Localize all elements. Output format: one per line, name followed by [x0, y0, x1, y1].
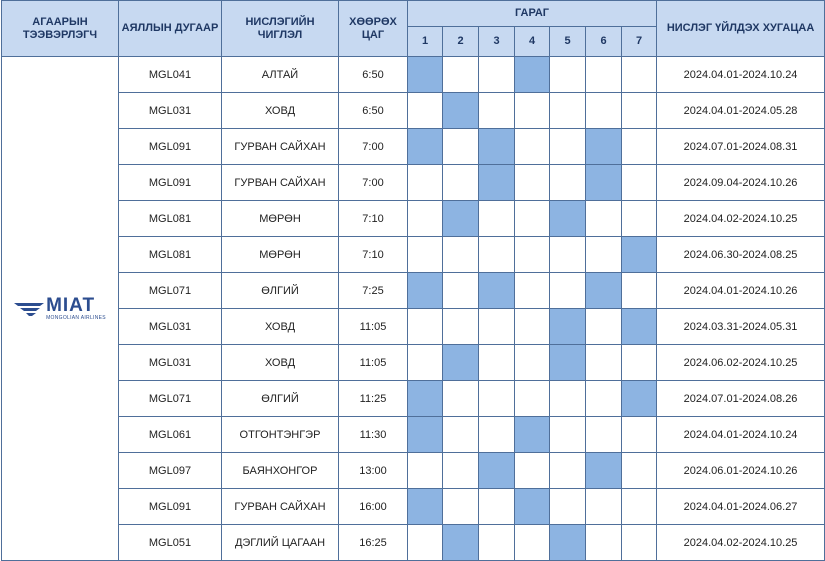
operating-period: 2024.04.01-2024.10.24 [657, 57, 825, 93]
day-marker-empty [586, 417, 622, 453]
departure-time: 16:00 [339, 489, 408, 525]
day-marker-empty [515, 237, 550, 273]
departure-time: 6:50 [339, 57, 408, 93]
flight-number: MGL061 [119, 417, 222, 453]
day-marker-active [479, 273, 515, 309]
day-marker-empty [443, 489, 479, 525]
day-marker-active [408, 381, 443, 417]
logo-wordmark: MIAT [46, 294, 96, 316]
day-marker-empty [550, 129, 586, 165]
day-marker-empty [515, 273, 550, 309]
operating-period: 2024.04.01-2024.05.28 [657, 93, 825, 129]
route: ГУРВАН САЙХАН [222, 165, 339, 201]
day-marker-empty [622, 129, 657, 165]
day-marker-active [479, 453, 515, 489]
day-marker-active [622, 237, 657, 273]
day-marker-active [408, 273, 443, 309]
airline-wing-icon [14, 301, 44, 317]
carrier-cell [2, 57, 119, 561]
day-marker-empty [586, 381, 622, 417]
day-marker-empty [479, 525, 515, 561]
day-marker-active [408, 417, 443, 453]
day-marker-active [586, 453, 622, 489]
day-marker-empty [550, 237, 586, 273]
route: МӨРӨН [222, 201, 339, 237]
table-row [2, 381, 825, 417]
flight-number: MGL091 [119, 129, 222, 165]
logo-subtitle: MONGOLIAN AIRLINES [46, 314, 106, 321]
day-marker-empty [622, 93, 657, 129]
day-marker-empty [622, 525, 657, 561]
day-marker-empty [550, 453, 586, 489]
day-marker-empty [443, 453, 479, 489]
day-marker-empty [550, 417, 586, 453]
day-marker-empty [443, 381, 479, 417]
route: ГУРВАН САЙХАН [222, 129, 339, 165]
operating-period: 2024.06.30-2024.08.25 [657, 237, 825, 273]
route: АЛТАЙ [222, 57, 339, 93]
table-row [2, 309, 825, 345]
day-marker-active [479, 129, 515, 165]
route: ГУРВАН САЙХАН [222, 489, 339, 525]
day-marker-active [586, 273, 622, 309]
day-marker-active [515, 57, 550, 93]
departure-time: 6:50 [339, 93, 408, 129]
route: ДЭГЛИЙ ЦАГААН [222, 525, 339, 561]
day-marker-active [408, 129, 443, 165]
day-marker-empty [622, 345, 657, 381]
day-marker-empty [479, 237, 515, 273]
day-marker-active [586, 129, 622, 165]
route: БАЯНХОНГОР [222, 453, 339, 489]
day-marker-empty [515, 93, 550, 129]
day-marker-empty [550, 57, 586, 93]
route: ОТГОНТЭНГЭР [222, 417, 339, 453]
header-day-5: 5 [550, 27, 586, 57]
day-marker-empty [550, 93, 586, 129]
flight-number: MGL071 [119, 381, 222, 417]
operating-period: 2024.04.01-2024.10.24 [657, 417, 825, 453]
day-marker-active [515, 417, 550, 453]
day-marker-empty [622, 165, 657, 201]
header-carrier: АГААРЫН ТЭЭВЭРЛЭГЧ [2, 1, 119, 57]
route: ӨЛГИЙ [222, 381, 339, 417]
table-header [2, 1, 825, 57]
day-marker-active [622, 309, 657, 345]
operating-period: 2024.04.01-2024.10.26 [657, 273, 825, 309]
day-marker-empty [586, 201, 622, 237]
operating-period: 2024.09.04-2024.10.26 [657, 165, 825, 201]
header-flight-number: АЯЛЛЫН ДУГААР [119, 1, 222, 57]
day-marker-active [515, 489, 550, 525]
day-marker-empty [622, 417, 657, 453]
header-day-7: 7 [622, 27, 657, 57]
operating-period: 2024.04.01-2024.06.27 [657, 489, 825, 525]
day-marker-empty [408, 525, 443, 561]
header-weekdays-group: ГАРАГ [408, 1, 657, 27]
flight-schedule-table [1, 0, 825, 561]
day-marker-empty [586, 57, 622, 93]
day-marker-empty [479, 93, 515, 129]
flight-number: MGL031 [119, 309, 222, 345]
day-marker-empty [586, 345, 622, 381]
day-marker-empty [515, 525, 550, 561]
day-marker-empty [515, 381, 550, 417]
day-marker-empty [443, 417, 479, 453]
header-day-3: 3 [479, 27, 515, 57]
day-marker-empty [408, 165, 443, 201]
day-marker-empty [515, 345, 550, 381]
day-marker-empty [550, 489, 586, 525]
flight-number: MGL071 [119, 273, 222, 309]
day-marker-empty [622, 453, 657, 489]
day-marker-empty [515, 453, 550, 489]
table-row [2, 417, 825, 453]
day-marker-active [550, 201, 586, 237]
flight-number: MGL041 [119, 57, 222, 93]
table-row [2, 345, 825, 381]
departure-time: 7:00 [339, 165, 408, 201]
day-marker-empty [586, 525, 622, 561]
day-marker-active [622, 381, 657, 417]
table-row [2, 489, 825, 525]
day-marker-empty [408, 93, 443, 129]
header-day-1: 1 [408, 27, 443, 57]
departure-time: 11:25 [339, 381, 408, 417]
day-marker-empty [408, 453, 443, 489]
day-marker-active [550, 525, 586, 561]
header-day-2: 2 [443, 27, 479, 57]
table-row [2, 93, 825, 129]
day-marker-empty [443, 309, 479, 345]
day-marker-empty [515, 309, 550, 345]
day-marker-empty [550, 273, 586, 309]
operating-period: 2024.04.02-2024.10.25 [657, 525, 825, 561]
day-marker-empty [586, 93, 622, 129]
departure-time: 11:05 [339, 309, 408, 345]
route: ХОВД [222, 93, 339, 129]
table-row [2, 129, 825, 165]
day-marker-empty [515, 165, 550, 201]
day-marker-empty [479, 381, 515, 417]
route: ХОВД [222, 309, 339, 345]
departure-time: 7:10 [339, 201, 408, 237]
departure-time: 11:05 [339, 345, 408, 381]
flight-number: MGL097 [119, 453, 222, 489]
day-marker-empty [443, 237, 479, 273]
operating-period: 2024.07.01-2024.08.26 [657, 381, 825, 417]
day-marker-empty [443, 129, 479, 165]
day-marker-empty [479, 489, 515, 525]
flight-number: MGL031 [119, 93, 222, 129]
route: МӨРӨН [222, 237, 339, 273]
day-marker-empty [408, 309, 443, 345]
day-marker-empty [550, 381, 586, 417]
day-marker-active [550, 345, 586, 381]
operating-period: 2024.03.31-2024.05.31 [657, 309, 825, 345]
day-marker-empty [622, 201, 657, 237]
flight-number: MGL031 [119, 345, 222, 381]
day-marker-empty [586, 489, 622, 525]
day-marker-empty [622, 273, 657, 309]
operating-period: 2024.04.02-2024.10.25 [657, 201, 825, 237]
departure-time: 11:30 [339, 417, 408, 453]
day-marker-empty [479, 417, 515, 453]
header-day-4: 4 [515, 27, 550, 57]
day-marker-active [408, 57, 443, 93]
route: ХОВД [222, 345, 339, 381]
table-row [2, 201, 825, 237]
day-marker-empty [408, 345, 443, 381]
header-departure-time: ХӨӨРӨХ ЦАГ [339, 1, 408, 57]
day-marker-active [408, 489, 443, 525]
day-marker-empty [479, 309, 515, 345]
flight-number: MGL091 [119, 165, 222, 201]
day-marker-active [443, 201, 479, 237]
day-marker-empty [443, 57, 479, 93]
schedule-body [2, 57, 825, 561]
day-marker-empty [443, 273, 479, 309]
day-marker-active [443, 93, 479, 129]
day-marker-empty [479, 201, 515, 237]
day-marker-empty [622, 57, 657, 93]
day-marker-empty [586, 309, 622, 345]
flight-number: MGL081 [119, 237, 222, 273]
day-marker-active [550, 309, 586, 345]
header-operating-period: НИСЛЭГ ҮЙЛДЭХ ХУГАЦАА [657, 1, 825, 57]
day-marker-active [443, 345, 479, 381]
header-day-6: 6 [586, 27, 622, 57]
route: ӨЛГИЙ [222, 273, 339, 309]
table-row [2, 237, 825, 273]
flight-number: MGL051 [119, 525, 222, 561]
day-marker-empty [408, 201, 443, 237]
day-marker-empty [515, 201, 550, 237]
operating-period: 2024.07.01-2024.08.31 [657, 129, 825, 165]
day-marker-empty [443, 165, 479, 201]
table-row [2, 57, 825, 93]
day-marker-empty [479, 57, 515, 93]
flight-number: MGL081 [119, 201, 222, 237]
table-row [2, 273, 825, 309]
day-marker-active [586, 165, 622, 201]
day-marker-active [443, 525, 479, 561]
departure-time: 7:25 [339, 273, 408, 309]
table-row [2, 453, 825, 489]
day-marker-empty [515, 129, 550, 165]
miat-logo [2, 294, 118, 321]
header-route: НИСЛЭГИЙН ЧИГЛЭЛ [222, 1, 339, 57]
table-row [2, 165, 825, 201]
departure-time: 16:25 [339, 525, 408, 561]
day-marker-empty [586, 237, 622, 273]
departure-time: 13:00 [339, 453, 408, 489]
day-marker-empty [622, 489, 657, 525]
operating-period: 2024.06.01-2024.10.26 [657, 453, 825, 489]
departure-time: 7:10 [339, 237, 408, 273]
day-marker-empty [550, 165, 586, 201]
day-marker-empty [479, 345, 515, 381]
day-marker-active [479, 165, 515, 201]
operating-period: 2024.06.02-2024.10.25 [657, 345, 825, 381]
table-row [2, 525, 825, 561]
flight-number: MGL091 [119, 489, 222, 525]
departure-time: 7:00 [339, 129, 408, 165]
day-marker-empty [408, 237, 443, 273]
